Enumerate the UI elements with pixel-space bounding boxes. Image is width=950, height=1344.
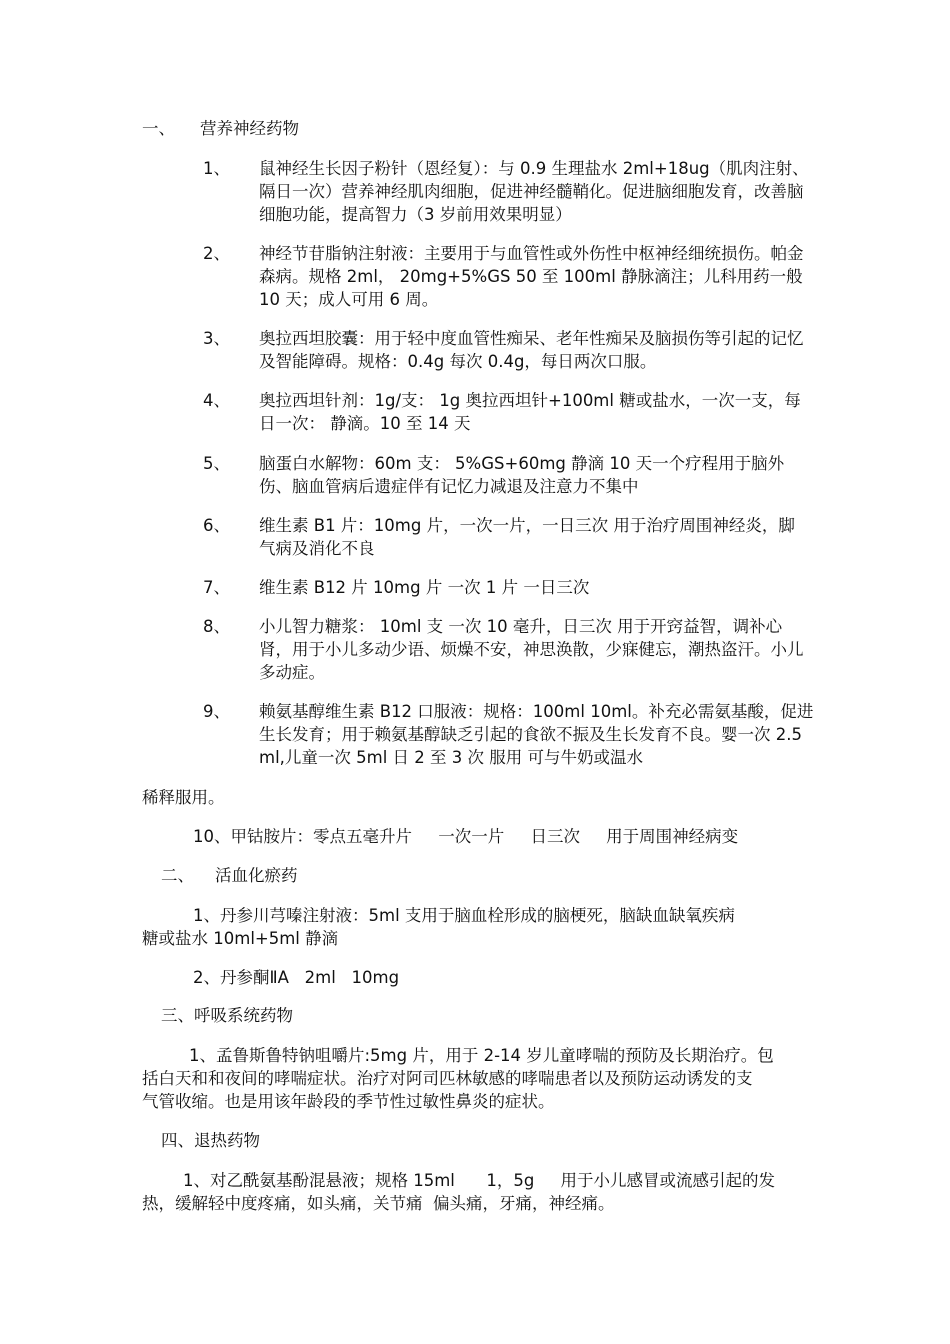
item-9-text: 赖氨基醇维生素 B12 口服液：规格：100ml 10ml。补充必需氨基酸，促进生长发育；用于赖氨基醇缺乏引起的食欲不振及生长发育不良。婴一次 2.5ml,儿童一次 5ml 日 2 至 3 次 服用 可与牛奶或温水 bbox=[259, 702, 814, 767]
section-2-item-2: 2、丹参酮ⅡA 2ml 10mg bbox=[193, 968, 400, 987]
section-1-title: 营养神经药物 bbox=[200, 119, 299, 138]
item-2-number: 2、 bbox=[203, 244, 230, 263]
item-10-text: 10、甲钴胺片：零点五毫升片 一次一片 日三次 用于周围神经病变 bbox=[193, 827, 739, 846]
section-4-heading: 四、退热药物 bbox=[161, 1131, 260, 1150]
item-9-tail: 稀释服用。 bbox=[142, 788, 225, 807]
item-7-text: 维生素 B12 片 10mg 片 一次 1 片 一日三次 bbox=[259, 578, 590, 597]
item-7-number: 7、 bbox=[203, 578, 230, 597]
section-3-item-1-line-3: 气管收缩。也是用该年龄段的季节性过敏性鼻炎的症状。 bbox=[142, 1092, 555, 1111]
section-4-item-1-line-1: 1、对乙酰氨基酚混悬液；规格 15ml 1，5g 用于小儿感冒或流感引起的发 bbox=[183, 1171, 776, 1190]
item-2-text: 神经节苷脂钠注射液：主要用于与血管性或外伤性中枢神经细统损伤。帕金森病。规格 2ml， 20mg+5%GS 50 至 100ml 静脉滴注；儿科用药一般 10 天；成人可用 6 周。 bbox=[259, 244, 804, 309]
item-5-text: 脑蛋白水解物：60m 支： 5%GS+60mg 静滴 10 天一个疗程用于脑外伤、脑血管病后遗症伴有记忆力减退及注意力不集中 bbox=[259, 454, 785, 496]
item-4-text: 奥拉西坦针剂：1g/支： 1g 奥拉西坦针+100ml 糖或盐水，一次一支，每日一次： 静滴。10 至 14 天 bbox=[259, 391, 801, 433]
item-4-number: 4、 bbox=[203, 391, 230, 410]
item-8-number: 8、 bbox=[203, 617, 230, 636]
item-1-number: 1、 bbox=[203, 159, 230, 178]
section-3-item-1-line-1: 1、孟鲁斯鲁特钠咀嚼片:5mg 片，用于 2-14 岁儿童哮喘的预防及长期治疗。包 bbox=[189, 1046, 774, 1065]
item-5-number: 5、 bbox=[203, 454, 230, 473]
section-2-item-1-line-2: 糖或盐水 10ml+5ml 静滴 bbox=[142, 929, 339, 948]
section-2-heading: 二、 活血化瘀药 bbox=[161, 866, 298, 885]
section-2-item-1-line-1: 1、丹参川芎嗪注射液：5ml 支用于脑血栓形成的脑梗死，脑缺血缺氧疾病 bbox=[193, 906, 735, 925]
section-4-item-1-line-2: 热，缓解轻中度疼痛，如头痛，关节痛 偏头痛，牙痛，神经痛。 bbox=[142, 1194, 615, 1213]
item-3-number: 3、 bbox=[203, 329, 230, 348]
item-9-number: 9、 bbox=[203, 702, 230, 721]
item-3-text: 奥拉西坦胶囊：用于轻中度血管性痴呆、老年性痴呆及脑损伤等引起的记忆及智能障碍。规格：0.4g 每次 0.4g，每日两次口服。 bbox=[259, 329, 804, 371]
section-3-heading: 三、呼吸系统药物 bbox=[161, 1006, 293, 1025]
item-1-text: 鼠神经生长因子粉针（恩经复）：与 0.9 生理盐水 2ml+18ug（肌肉注射、隔日一次）营养神经肌肉细胞，促进神经髓鞘化。促进脑细胞发育，改善脑细胞功能，提高智力（3 岁前用效果明显） bbox=[259, 159, 809, 224]
item-8-text: 小儿智力糖浆： 10ml 支 一次 10 毫升，日三次 用于开窍益智，调补心肾，用于小儿多动少语、烦燥不安，神思涣散，少寐健忘，潮热盗汗。小儿多动症。 bbox=[259, 617, 804, 682]
item-6-number: 6、 bbox=[203, 516, 230, 535]
item-6-text: 维生素 B1 片：10mg 片，一次一片，一日三次 用于治疗周围神经炎，脚气病及消化不良 bbox=[259, 516, 795, 558]
section-1-number: 一、 bbox=[142, 119, 175, 138]
section-3-item-1-line-2: 括白天和和夜间的哮喘症状。治疗对阿司匹林敏感的哮喘患者以及预防运动诱发的支 bbox=[142, 1069, 753, 1088]
